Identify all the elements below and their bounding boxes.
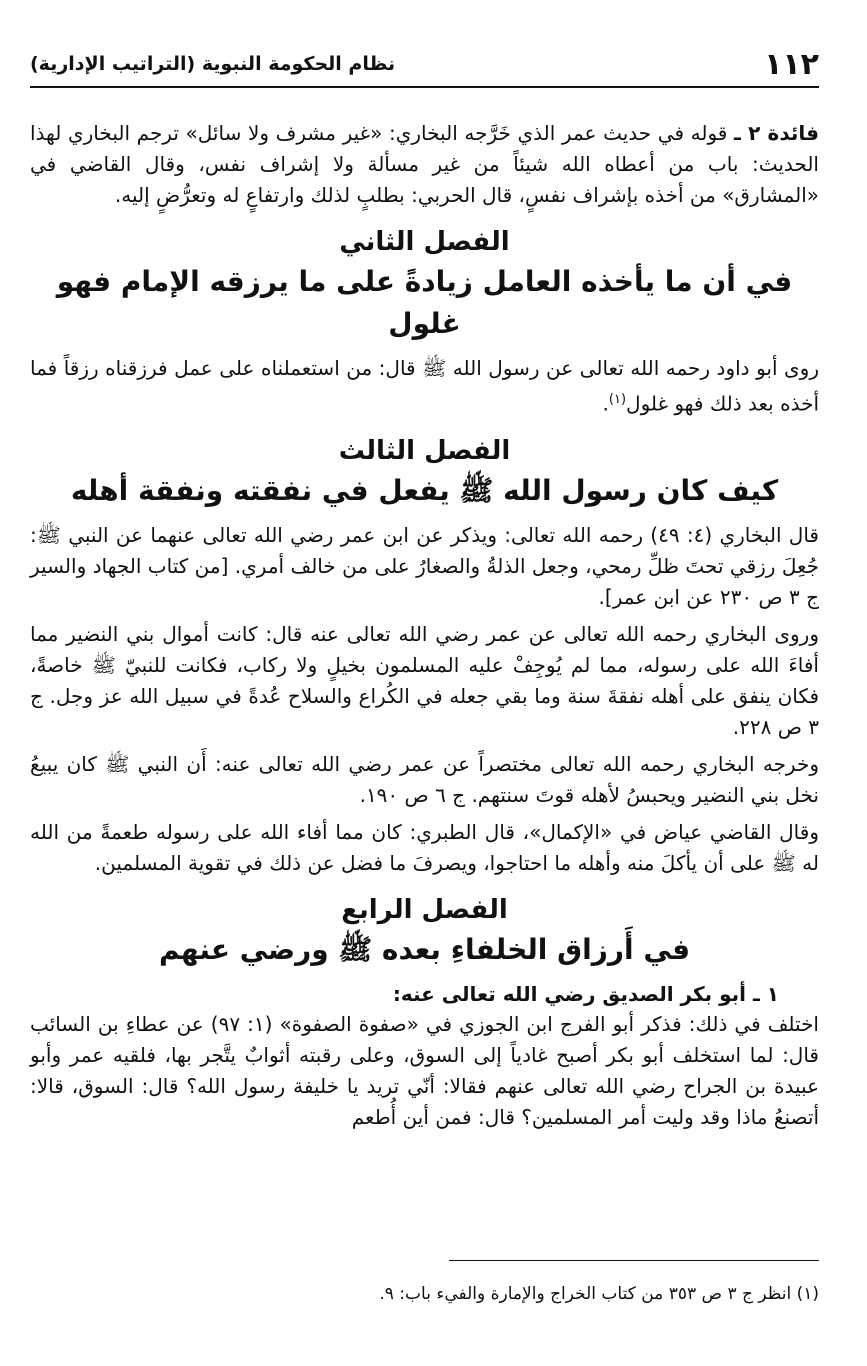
section-2-end: . <box>602 391 609 416</box>
section-2-title: الفصل الثاني <box>339 227 510 257</box>
running-header <box>30 42 819 88</box>
section-2-paragraph <box>30 353 819 420</box>
footnote-reference: (١) <box>608 392 627 407</box>
footnote: (١) انظر ج ٣ ص ٣٥٣ من كتاب الخراج والإمارة والفيء باب: ٩. <box>379 1284 819 1304</box>
footnote-divider <box>449 1260 819 1261</box>
section-3-paragraph-1: قال البخاري (٤: ٤٩) رحمه الله تعالى: ويذكر عن ابن عمر رضي الله تعالى عنهما عن النبي ﷺ: جُعِلَ رزقي تحتَ ظلِّ رمحي، وجعل الذلةُ والصغارُ على من خالف أمري. [من كتاب الجهاد والسير ج ٣ ص ٢٣٠ عن ابن عمر]. <box>30 522 819 609</box>
running-title: نظام الحكومة النبوية (التراتيب الإدارية) <box>30 53 396 75</box>
page-body <box>30 118 819 1133</box>
section-3-subtitle: كيف كان رسول الله ﷺ يفعل في نفقته ونفقة أهله <box>70 473 779 507</box>
page-number: ١١٢ <box>764 46 819 82</box>
section-2-subtitle: في أن ما يأخذه العامل زيادةً على ما يرزقه الإمام فهو غلول <box>56 265 793 340</box>
section-3-paragraph-3: وخرجه البخاري رحمه الله تعالى مختصراً عن عمر رضي الله تعالى عنه: أَن النبي ﷺ كان يبيعُ نخل بني النضير ويحبسُ لأهله قوتَ سنتهم. ج ٦ ص ١٩٠. <box>30 751 819 807</box>
section-3-paragraph-2: وروى البخاري رحمه الله تعالى عن عمر رضي الله تعالى عنه قال: كانت أموال بني النضير مما أفاءَ الله على رسوله، مما لم يُوجِفْ عليه المسلمون بخيلٍ ولا ركاب، فكانت للنبيّ ﷺ خاصةً، فكان ينفق على أهله نفقةَ سنة وما بقي جعله في الكُراع والسلاح عُدةً في سبيل الله عز وجل. ج ٣ ص ٢٢٨. <box>30 621 819 739</box>
intro-paragraph <box>30 118 819 211</box>
intro-lead: فائدة ٢ ـ <box>734 121 820 145</box>
section-3-title: الفصل الثالث <box>338 435 511 466</box>
intro-text: قوله في حديث عمر الذي خَرَّجه البخاري: «غير مشرف ولا سائل» ترجم البخاري لهذا الحديث: باب من أعطاه الله شيئاً من غير مسألة ولا إشراف نفس، وقال القاضي في «المشارق» من أخذه بإشراف نفسٍ، قال الحربي: بطلبٍ لذلك وارتفاعٍ له وتعرُّضٍ إليه. <box>30 121 819 207</box>
item-heading: ١ ـ أبو بكر الصديق رضي الله تعالى عنه: <box>392 981 779 1006</box>
section-4-subtitle: في أَرزاق الخلفاءِ بعده ﷺ ورضي عنهم <box>158 932 691 966</box>
section-4-title: الفصل الرابع <box>341 894 508 925</box>
section-3-paragraph-4: وقال القاضي عياض في «الإكمال»، قال الطبري: كان مما أفاء الله على رسوله طعمةً من الله له ﷺ على أن يأكلَ منه وأهله ما احتاجوا، ويصرفَ ما فضل عن ذلك في تقوية المسلمين. <box>30 819 819 875</box>
section-4-paragraph-1: اختلف في ذلك: فذكر أبو الفرج ابن الجوزي في «صفوة الصفوة» (١: ٩٧) عن عطاءِ بن السائب قال: لما استخلف أبو بكر أصبح غادياً إلى السوق، وعلى رقبته أثوابٌ يتَّجر بها، فلقيه عمر وأبو عبيدة بن الجراح رضي الله تعالى عنهم فقالا: أنّي تريد يا خليفة رسول الله؟ قال: السوق، قالا: أتصنعُ ماذا وقد وليت أمر المسلمين؟ قال: فمن أين أُطعم <box>30 1011 819 1129</box>
section-2-text: روى أبو داود رحمه الله تعالى عن رسول الله ﷺ قال: من استعملناه على عمل فرزقناه رزقاً فما أخذه بعد ذلك فهو غلول <box>30 356 819 416</box>
